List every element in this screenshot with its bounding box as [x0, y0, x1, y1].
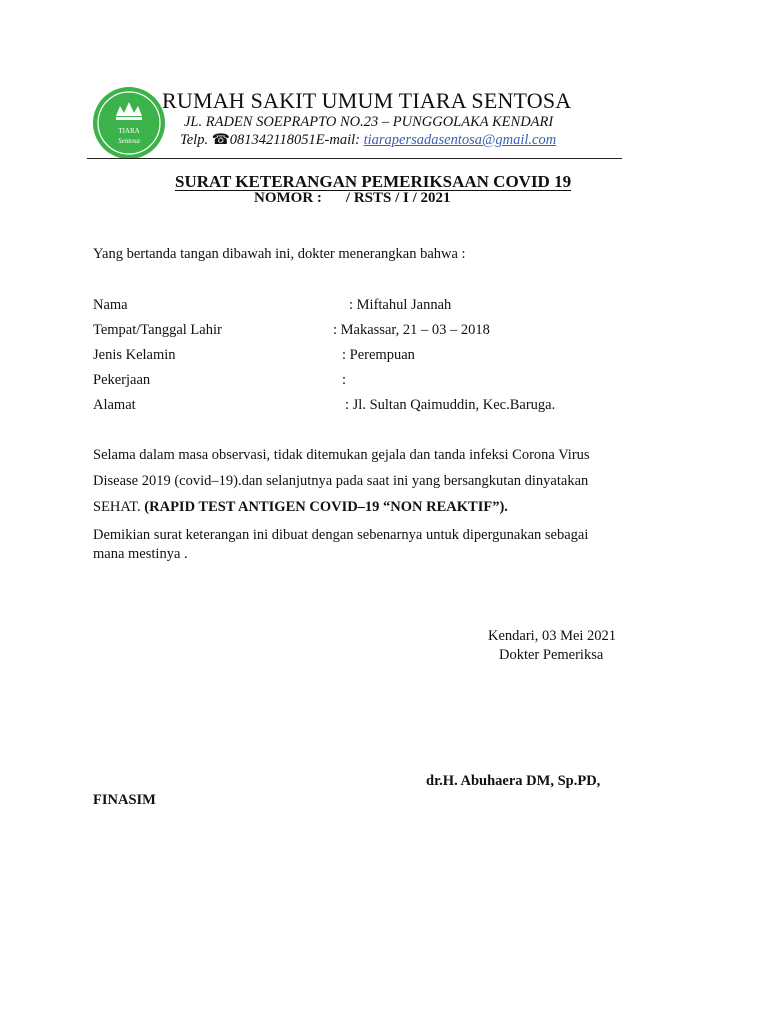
closing-line-1: Demikian surat keterangan ini dibuat dengan sebenarnya untuk dipergunakan sebagai [93, 527, 589, 543]
number-label: NOMOR : [254, 190, 322, 206]
field-label-nama: Nama [93, 297, 128, 313]
observation-line-2: Disease 2019 (covid–19).dan selanjutnya pada saat ini yang bersangkutan dinyatakan [93, 473, 589, 489]
field-value-nama: : Miftahul Jannah [349, 297, 452, 313]
field-value-alamat: : Jl. Sultan Qaimuddin, Kec.Baruga. [345, 397, 556, 413]
observation-result-line [93, 499, 508, 516]
telephone-icon: ☎ [211, 132, 230, 148]
field-value-jenis-kelamin: : Perempuan [342, 347, 415, 363]
doctor-title: FINASIM [93, 792, 156, 808]
document-number [254, 190, 451, 207]
observation-line-1: Selama dalam masa observasi, tidak ditemukan gejala dan tanda infeksi Corona Virus [93, 447, 590, 463]
header-divider [87, 158, 622, 159]
test-result: (RAPID TEST ANTIGEN COVID–19 “NON REAKTIF”). [144, 499, 508, 515]
field-label-jenis-kelamin: Jenis Kelamin [93, 347, 176, 363]
status-word: SEHAT. [93, 499, 141, 515]
field-label-pekerjaan: Pekerjaan [93, 372, 151, 388]
email-link[interactable]: tiarapersadasentosa@gmail.com [363, 132, 557, 148]
closing-line-2: mana mestinya . [93, 546, 188, 562]
document-title: SURAT KETERANGAN PEMERIKSAAN COVID 19 [175, 172, 572, 191]
signature-place-date: Kendari, 03 Mei 2021 [488, 628, 617, 644]
phone-label: Telp. [180, 132, 209, 148]
doctor-name: dr.H. Abuhaera DM, Sp.PD, [426, 773, 601, 789]
hospital-name: RUMAH SAKIT UMUM TIARA SENTOSA [162, 88, 572, 113]
hospital-logo [92, 86, 166, 160]
phone-number: 081342118051E-mail: [229, 132, 360, 148]
logo-text: TIARA [118, 127, 140, 135]
field-label-ttl: Tempat/Tanggal Lahir [93, 322, 222, 338]
logo-script: Sentosa [118, 137, 140, 145]
hospital-address: JL. RADEN SOEPRAPTO NO.23 – PUNGGOLAKA KENDARI [184, 114, 554, 130]
field-value-ttl: : Makassar, 21 – 03 – 2018 [333, 322, 490, 338]
field-value-pekerjaan: : [342, 372, 347, 388]
intro-text: Yang bertanda tangan dibawah ini, dokter menerangkan bahwa : [93, 246, 466, 262]
number-value: / RSTS / I / 2021 [345, 190, 451, 206]
field-label-alamat: Alamat [93, 397, 136, 413]
signature-role: Dokter Pemeriksa [499, 647, 604, 663]
contact-line [180, 132, 556, 149]
